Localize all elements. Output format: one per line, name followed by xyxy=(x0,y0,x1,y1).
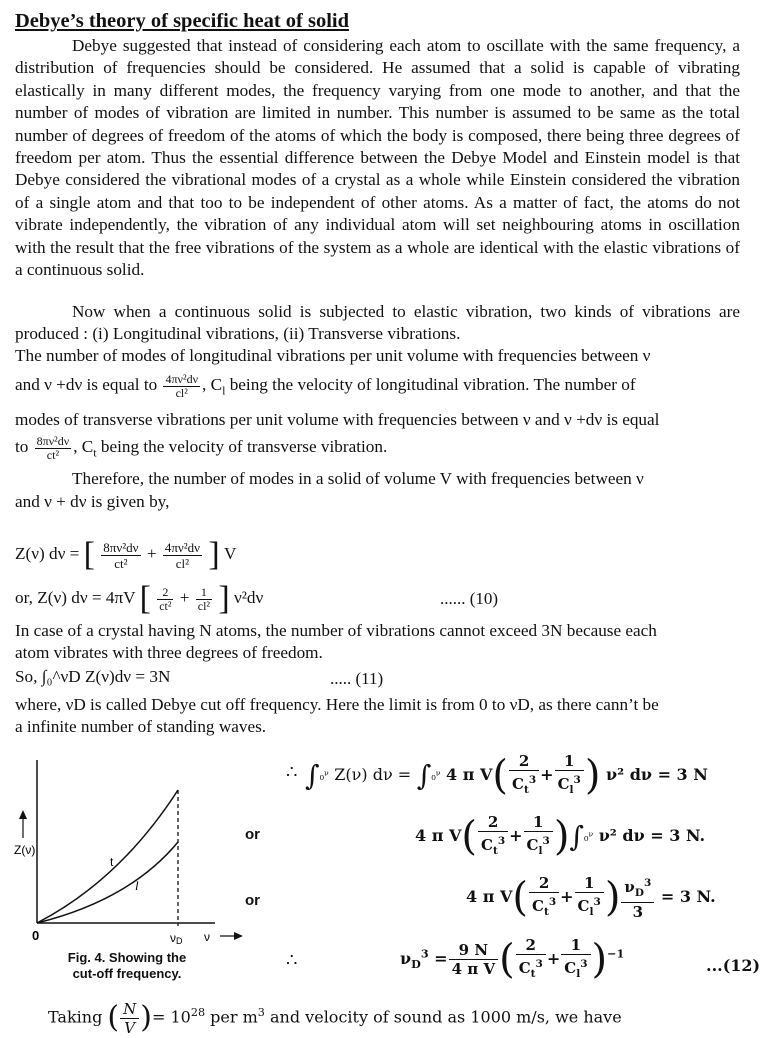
equation-c-factor: 4 π V xyxy=(466,887,513,906)
frac-n-v xyxy=(120,1000,139,1037)
cutoff-frequency-graph xyxy=(10,750,245,950)
equation-integral-a: ∫₀$^\nu$ Z(ν) dν = ∫₀$^\nu$ 4 π V( $\frac{2}{C_t^3}$ + $\frac{1}{C_l^3}$ ) ν² dν = 3 N xyxy=(305,752,708,799)
left-bracket: [ xyxy=(83,536,95,574)
equation-10-frac2 xyxy=(196,586,212,613)
integral-sign: ∫ xyxy=(569,820,585,853)
taking-exponent: 28 xyxy=(190,1006,206,1020)
frac-1-cl3 xyxy=(555,752,584,799)
equation-b-factor: 4 π V xyxy=(415,826,462,845)
taking-exponent-2: 3 xyxy=(257,1006,265,1020)
fraction-numerator: N xyxy=(120,1000,139,1019)
therefore-line-2: and ν + dν is given by, xyxy=(15,492,170,511)
fraction-numerator: 2 xyxy=(529,874,559,893)
x-arrow-head xyxy=(234,932,243,940)
exponent-minus-one: −1 xyxy=(607,946,625,961)
frac-vd3-3 xyxy=(621,874,654,921)
right-paren: ) xyxy=(140,1000,152,1035)
x-arrow-label: ν xyxy=(204,930,210,944)
fraction-denominator: ct² xyxy=(114,555,128,571)
integral-sign: ∫ xyxy=(416,759,432,792)
equation-a-factor: 4 π V xyxy=(446,765,493,784)
equation-z xyxy=(15,536,740,572)
longitudinal-text-b: , C xyxy=(202,375,223,394)
fraction-denominator: cl² xyxy=(197,598,211,613)
taking-text-c: per m xyxy=(205,1007,258,1027)
longitudinal-text-a: and ν +dν is equal to xyxy=(15,375,158,394)
equation-a-rhs: = 3 N xyxy=(657,765,708,784)
frac-2-ct3 xyxy=(509,752,539,799)
plus-sign: + xyxy=(179,588,190,607)
therefore-symbol-2: ∴ xyxy=(286,950,298,971)
curve-l-label: l xyxy=(135,878,139,893)
fraction-denominator: $C_l^3$ xyxy=(577,896,601,918)
where-line-2: a infinite number of standing waves. xyxy=(15,717,267,736)
equation-10-rhs: ν²dν xyxy=(233,588,264,607)
equation-b-rhs: = 3 N. xyxy=(650,826,706,845)
equation-integral-b: 4 π V( $\frac{2}{C_t^3}$ + $\frac{1}{C_l^3}$ )∫₀$^\nu$ ν² dν = 3 N. xyxy=(415,813,706,860)
fraction-denominator: cl² xyxy=(175,555,190,571)
integral-limits: ₀$^\nu$ xyxy=(584,829,594,844)
fraction-numerator: 1 xyxy=(524,813,553,832)
equation-10-lhs: or, Z(ν) dν = 4πV xyxy=(15,588,136,607)
equation-10-frac1 xyxy=(157,586,173,613)
fraction-denominator: $C_l^3$ xyxy=(526,835,550,857)
therefore-symbol-1: ∴ xyxy=(286,762,298,783)
left-paren: ( xyxy=(512,874,529,921)
paragraph-vibrations xyxy=(15,301,740,346)
curve-t-label: t xyxy=(110,855,114,869)
transverse-text-c: being the velocity of transverse vibration. xyxy=(96,437,388,456)
equation-11-tag: ..... (11) xyxy=(330,669,384,688)
integral-limits: ₀$^\nu$ xyxy=(319,768,329,783)
fraction-denominator: V xyxy=(124,1018,136,1037)
equation-12-lhs: $\nu_D^3$ = xyxy=(400,946,448,972)
left-paren: ( xyxy=(461,813,478,860)
fraction-numerator: 8πν²dν xyxy=(36,433,70,448)
paragraph-vibrations-text: Now when a continuous solid is subjected to elastic vibration, two kinds of vibrations are produced : (i) Longitudinal vibrations, (ii) Transverse vibrations. xyxy=(15,302,740,344)
curve-t xyxy=(37,790,178,923)
or-label-1: or xyxy=(245,826,260,843)
fraction-numerator: 2 xyxy=(516,936,546,955)
equation-z-frac-trans xyxy=(101,540,140,571)
right-paren: ) xyxy=(591,936,608,983)
equation-10-tag: ...... (10) xyxy=(440,589,499,608)
longitudinal-fraction xyxy=(163,373,200,400)
equation-10 xyxy=(15,581,740,616)
transverse-subscript: t xyxy=(93,445,97,460)
fraction-denominator: cl² xyxy=(175,385,188,400)
equation-c: 4 π V( $\frac{2}{C_t^3}$ + $\frac{1}{C_l^3}$ ) $\frac{\nu_D^3}{3}$ = 3 N. xyxy=(466,874,716,921)
fraction-numerator: 1 xyxy=(555,752,584,771)
fraction-denominator: ct² xyxy=(159,598,172,613)
longitudinal-line-2 xyxy=(15,370,740,405)
caption-line-1: Fig. 4. Showing the xyxy=(67,950,187,965)
equation-z-frac-long xyxy=(163,540,202,571)
fraction-denominator: $C_t^3$ xyxy=(481,835,506,857)
fraction-denominator: $C_t^3$ xyxy=(512,774,537,796)
frac-2-ct3 xyxy=(529,874,559,921)
origin-label: 0 xyxy=(32,928,40,943)
fraction-denominator: 4 π V xyxy=(451,960,496,978)
fraction-numerator: 9 N xyxy=(449,941,499,960)
taking-text-d: and velocity of sound as 1000 m/s, we have xyxy=(264,1007,622,1027)
fraction-numerator: 2 xyxy=(509,752,539,771)
equation-12-tag: ...(12) xyxy=(706,956,761,975)
left-paren: ( xyxy=(492,752,509,799)
fraction-denominator: 3 xyxy=(632,903,644,921)
left-paren: ( xyxy=(107,1000,120,1035)
fraction-denominator: $C_l^3$ xyxy=(564,958,588,980)
frac-1-cl3 xyxy=(575,874,604,921)
equation-z-lhs: Z(ν) dν = xyxy=(15,544,80,563)
fraction-denominator: $C_t^3$ xyxy=(532,896,557,918)
fraction-numerator: 4πν²dν xyxy=(164,539,201,555)
equation-c-rhs: = 3 N. xyxy=(660,887,716,906)
fraction-denominator: ct² xyxy=(46,447,60,462)
fraction-numerator: $\nu_D^3$ xyxy=(621,874,654,903)
equation-a-integrand: Z(ν) dν = xyxy=(334,765,412,784)
longitudinal-text-c: being the velocity of longitudinal vibration. The number of xyxy=(225,375,636,394)
left-paren: ( xyxy=(499,936,515,983)
crystal-line-2: atom vibrates with three degrees of freedom. xyxy=(15,643,323,662)
paragraph-intro xyxy=(15,35,740,281)
right-paren: ) xyxy=(553,813,570,860)
integral-limits: ₀$^\nu$ xyxy=(431,768,441,783)
plus-sign: + xyxy=(146,544,157,563)
x-cutoff-label xyxy=(170,931,183,946)
transverse-text-a: to xyxy=(15,437,29,456)
taking-text-b: = 10 xyxy=(151,1007,191,1027)
where-line-1: where, νD is called Debye cut off frequency. Here the limit is from 0 to νD, as there cann’t be xyxy=(15,695,659,714)
fraction-numerator: 1 xyxy=(575,874,604,893)
longitudinal-line-1: The number of modes of longitudinal vibrations per unit volume with frequencies between ν xyxy=(15,346,651,365)
figure-caption xyxy=(52,950,202,982)
fraction-numerator: 4πν²dν xyxy=(165,371,198,386)
fraction-numerator: 2 xyxy=(478,813,508,832)
x-cutoff-subscript: D xyxy=(176,936,183,946)
fraction-denominator: $C_l^3$ xyxy=(557,774,581,796)
frac-2-ct3 xyxy=(516,936,546,983)
y-axis-label: Z(ν) xyxy=(14,843,36,857)
equation-b-nu: ν² dν xyxy=(598,826,645,845)
fraction-numerator: 1 xyxy=(196,586,212,600)
page-title: Debye’s theory of specific heat of solid xyxy=(15,10,350,32)
transverse-line-1: modes of transverse vibrations per unit volume with frequencies between ν and ν +dν is equal xyxy=(15,410,660,429)
equation-11: So, ∫₀^νD Z(ν)dν = 3N xyxy=(15,667,171,686)
right-paren: ) xyxy=(584,752,601,799)
transverse-text-b: , C xyxy=(73,437,94,456)
left-bracket: [ xyxy=(139,580,151,618)
or-label-2: or xyxy=(245,892,260,909)
fraction-numerator: 8πν²dν xyxy=(103,539,139,555)
transverse-fraction xyxy=(35,435,72,462)
equation-12: $\nu_D^3$ = $\frac{9 N}{\text{4 π V}}$ ( $\frac{2}{C_t^3}$ + $\frac{1}{C_l^3}$ )$^{-1}$ xyxy=(400,936,625,983)
frac-9n-4piv xyxy=(449,941,499,978)
right-bracket: ] xyxy=(218,580,230,618)
taking-line xyxy=(48,998,622,1038)
crystal-line-1: In case of a crystal having N atoms, the number of vibrations cannot exceed 3N because each xyxy=(15,621,657,640)
longitudinal-subscript: l xyxy=(222,383,226,398)
caption-line-2: cut-off frequency. xyxy=(72,966,182,981)
frac-1-cl3 xyxy=(524,813,553,860)
integral-sign: ∫ xyxy=(305,759,320,792)
fraction-numerator: 1 xyxy=(561,936,590,955)
equation-z-volume: V xyxy=(223,544,237,563)
frac-2-ct3 xyxy=(478,813,508,860)
paragraph-intro-text: Debye suggested that instead of considering each atom to oscillate with the same frequency, a distribution of frequencies should be considered. He assumed that a solid is capable of vibrating elastically in many different modes, the frequency varying from one mode to another, and that the number of modes of vibration are limited in number. This number is assumed to be same as the total number of degrees of freedom of the atoms of which the body is composed, there being three degrees of freedom per atom. Thus the essential difference between the Debye Model and Einstein model is that Debye considered the vibrational modes of a crystal as a whole while Einstein considered the vibration of a single atom and that too to be independent of other atoms. As a matter of fact, the atoms do not vibrate independently, the vibration of any individual atom will set neighbouring atoms in oscillation with the result that the free vibrations of the system as a whole are identical with the elastic vibrations of a continuous solid. xyxy=(15,36,740,280)
therefore-line-1: Therefore, the number of modes in a solid of volume V with frequencies between ν xyxy=(72,469,644,488)
taking-text-a: Taking xyxy=(48,1007,103,1027)
frac-1-cl3 xyxy=(561,936,590,983)
equation-a-nu: ν² dν xyxy=(606,765,652,784)
x-cutoff-symbol: ν xyxy=(170,931,176,945)
right-paren: ) xyxy=(604,874,621,921)
fraction-numerator: 2 xyxy=(157,586,173,600)
fraction-denominator: $C_t^3$ xyxy=(518,958,543,980)
transverse-line-2 xyxy=(15,432,740,467)
right-bracket: ] xyxy=(208,536,220,574)
y-arrow-head xyxy=(19,810,27,819)
